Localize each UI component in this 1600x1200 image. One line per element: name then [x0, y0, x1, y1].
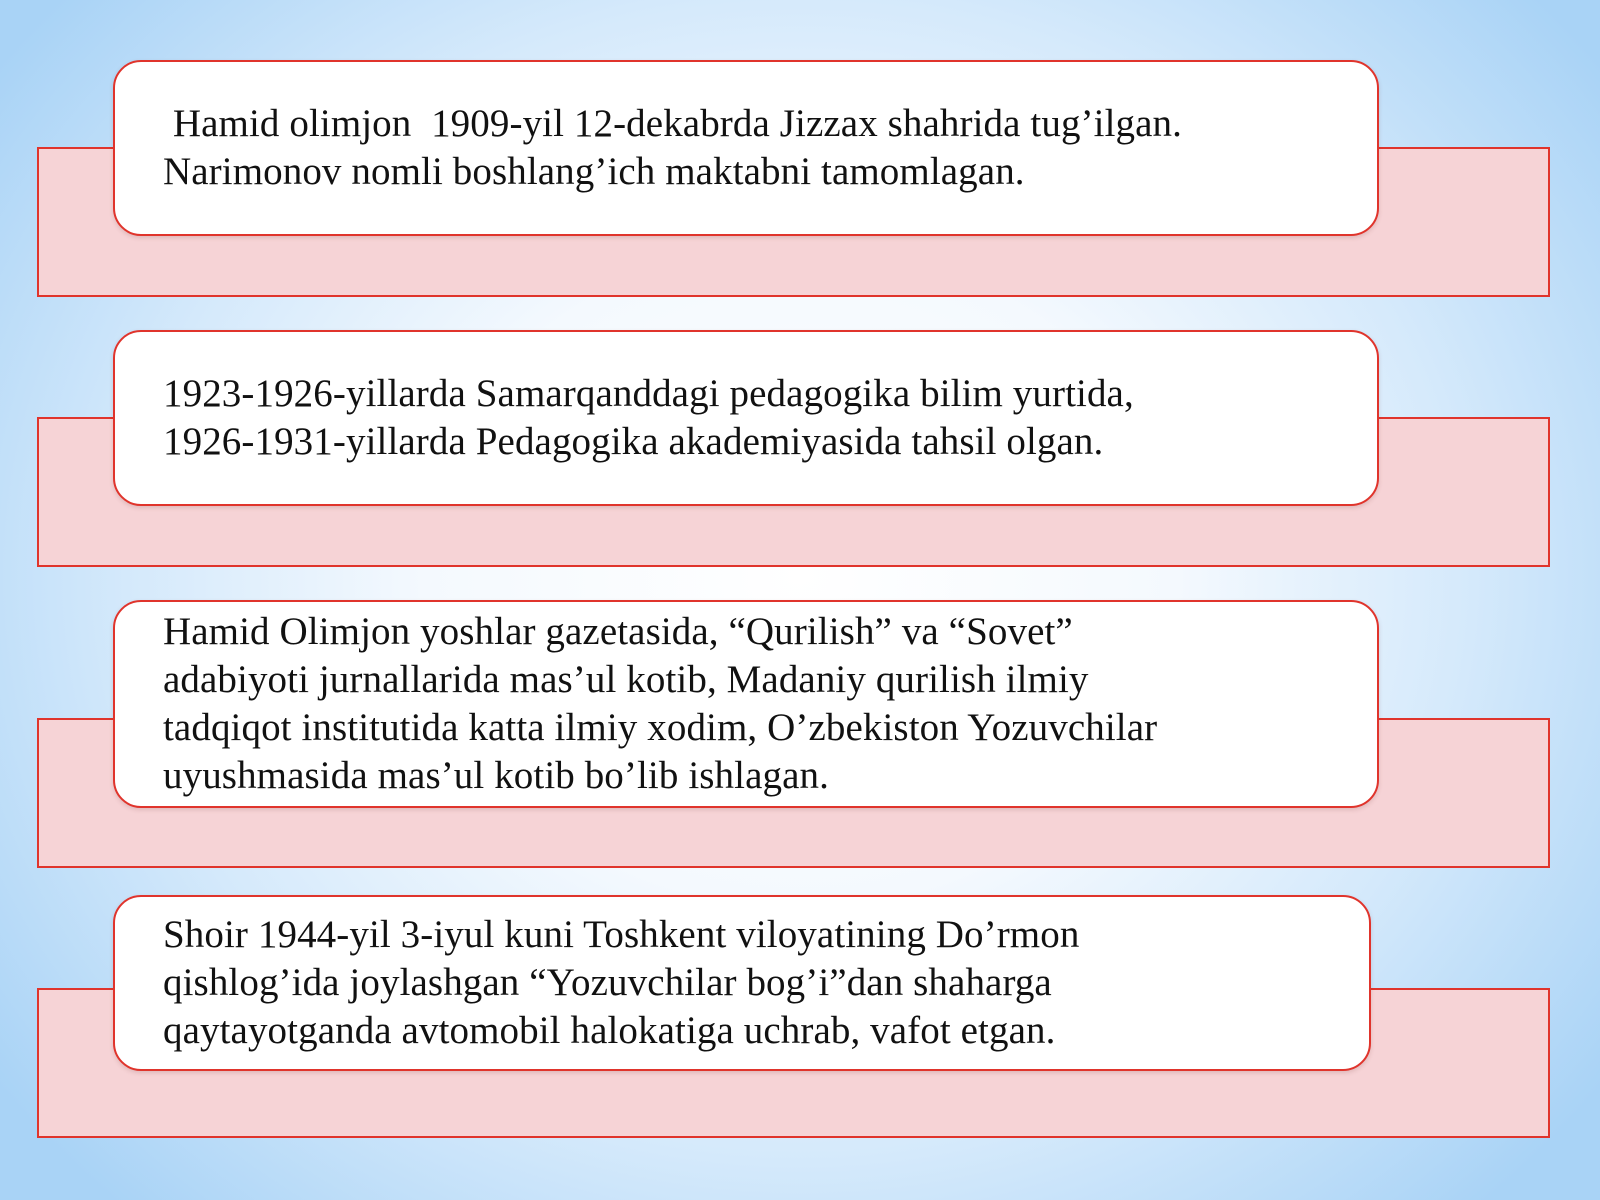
list-item-card: [113, 895, 1371, 1071]
text-line: 1926-1931-yillarda Pedagogika akademiyasida tahsil olgan.: [163, 420, 1104, 463]
list-item-text: [163, 608, 1157, 800]
list-item-card: [113, 60, 1379, 236]
list-item-text: [163, 911, 1079, 1055]
text-line: uyushmasida mas’ul kotib bo’lib ishlagan.: [163, 754, 829, 797]
text-line: Narimonov nomli boshlang’ich maktabni tamomlagan.: [163, 150, 1025, 193]
text-line: qishlog’ida joylashgan “Yozuvchilar bog’i”dan shaharga: [163, 961, 1052, 1004]
list-item-card: [113, 600, 1379, 808]
text-line: adabiyoti jurnallarida mas’ul kotib, Madaniy qurilish ilmiy: [163, 658, 1089, 701]
list-item-text: [163, 100, 1182, 196]
text-line: Shoir 1944-yil 3-iyul kuni Toshkent viloyatining Do’rmon: [163, 913, 1080, 956]
list-item-card: [113, 330, 1379, 506]
text-line: qaytayotganda avtomobil halokatiga uchrab, vafot etgan.: [163, 1009, 1056, 1052]
text-line: Hamid olimjon 1909-yil 12-dekabrda Jizzax shahrida tug’ilgan.: [163, 102, 1182, 145]
text-line: 1923-1926-yillarda Samarqanddagi pedagogika bilim yurtida,: [163, 372, 1134, 415]
list-item-text: [163, 370, 1134, 466]
text-line: tadqiqot institutida katta ilmiy xodim, O’zbekiston Yozuvchilar: [163, 706, 1158, 749]
text-line: Hamid Olimjon yoshlar gazetasida, “Qurilish” va “Sovet”: [163, 610, 1073, 653]
